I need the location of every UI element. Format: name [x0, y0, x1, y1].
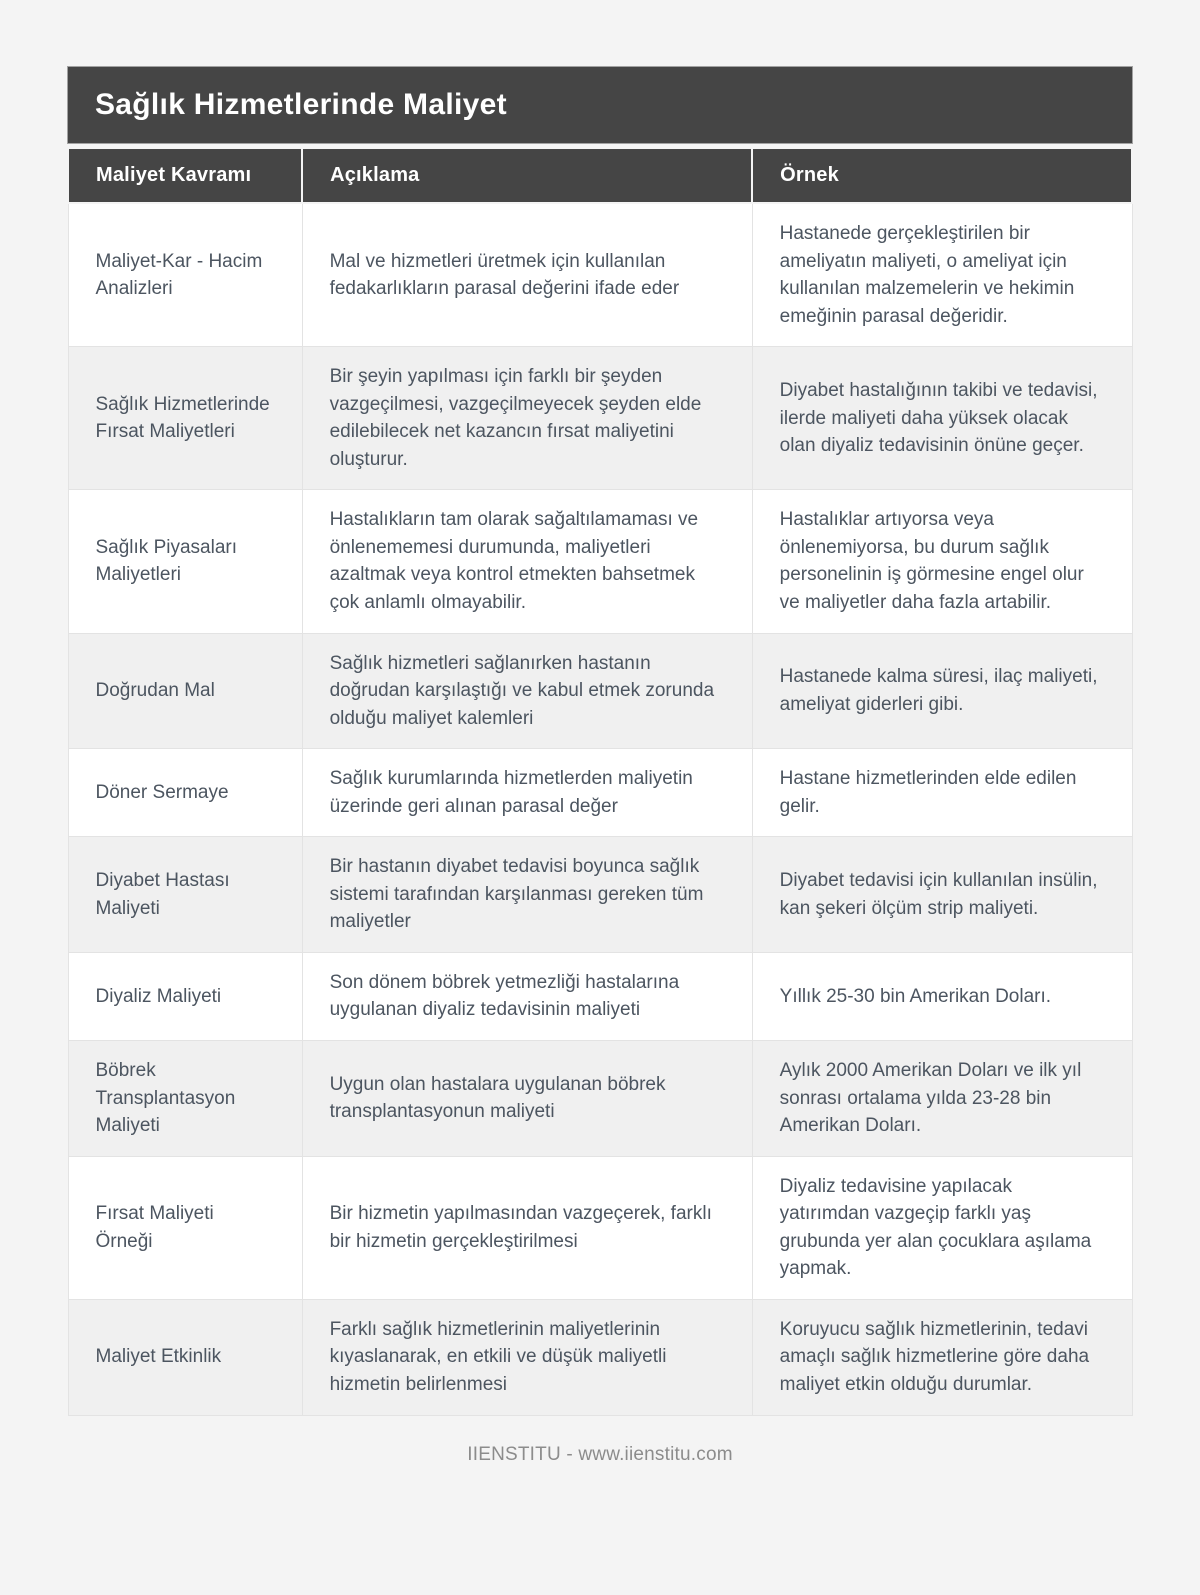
header-row — [68, 148, 1132, 203]
page-title: Sağlık Hizmetlerinde Maliyet — [95, 88, 507, 121]
concept-cell: Diyaliz Maliyeti — [68, 952, 302, 1040]
description-cell: Uygun olan hastalara uygulanan böbrek transplantasyonun maliyeti — [302, 1041, 752, 1157]
description-cell: Bir şeyin yapılması için farklı bir şeyden vazgeçilmesi, vazgeçilmeyecek şeyden elde edilebilecek net kazancın fırsat maliyetini oluşturur. — [302, 347, 752, 490]
example-cell: Yıllık 25-30 bin Amerikan Doları. — [752, 952, 1132, 1040]
col-header-description: Açıklama — [302, 148, 752, 203]
table-row — [68, 1041, 1132, 1157]
col-header-example: Örnek — [752, 148, 1132, 203]
table-title-bar — [67, 66, 1133, 144]
example-cell: Hastanede gerçekleştirilen bir ameliyatın maliyeti, o ameliyat için kullanılan malzemelerin ve hekimin emeğinin parasal değeridir. — [752, 203, 1132, 347]
table-row — [68, 749, 1132, 837]
description-cell: Farklı sağlık hizmetlerinin maliyetlerinin kıyaslanarak, en etkili ve düşük maliyetli hizmetin belirlenmesi — [302, 1299, 752, 1415]
concept-cell: Döner Sermaye — [68, 749, 302, 837]
concept-cell: Sağlık Hizmetlerinde Fırsat Maliyetleri — [68, 347, 302, 490]
table-row — [68, 1299, 1132, 1415]
example-cell: Diyabet tedavisi için kullanılan insülin, kan şekeri ölçüm strip maliyeti. — [752, 837, 1132, 953]
concept-cell: Sağlık Piyasaları Maliyetleri — [68, 490, 302, 633]
description-cell: Mal ve hizmetleri üretmek için kullanılan fedakarlıkların parasal değerini ifade eder — [302, 203, 752, 347]
concept-cell: Maliyet Etkinlik — [68, 1299, 302, 1415]
table-row — [68, 952, 1132, 1040]
description-cell: Sağlık kurumlarında hizmetlerden maliyetin üzerinde geri alınan parasal değer — [302, 749, 752, 837]
col-header-concept: Maliyet Kavramı — [68, 148, 302, 203]
table-row — [68, 1156, 1132, 1299]
example-cell: Koruyucu sağlık hizmetlerinin, tedavi amaçlı sağlık hizmetlerine göre daha maliyet etkin olduğu durumlar. — [752, 1299, 1132, 1415]
example-cell: Diyabet hastalığının takibi ve tedavisi, ilerde maliyeti daha yüksek olacak olan diyaliz tedavisinin önüne geçer. — [752, 347, 1132, 490]
concept-cell: Fırsat Maliyeti Örneği — [68, 1156, 302, 1299]
table-row — [68, 490, 1132, 633]
example-cell: Hastalıklar artıyorsa veya önlenemiyorsa, bu durum sağlık personelinin iş görmesine engel olur ve maliyetler daha fazla artabilir. — [752, 490, 1132, 633]
concept-cell: Maliyet-Kar - Hacim Analizleri — [68, 203, 302, 347]
description-cell: Son dönem böbrek yetmezliği hastalarına uygulanan diyaliz tedavisinin maliyeti — [302, 952, 752, 1040]
table-row — [68, 633, 1132, 749]
concept-cell: Diyabet Hastası Maliyeti — [68, 837, 302, 953]
cost-table — [67, 147, 1133, 1416]
concept-cell: Böbrek Transplantasyon Maliyeti — [68, 1041, 302, 1157]
table-row — [68, 203, 1132, 347]
description-cell: Hastalıkların tam olarak sağaltılamaması ve önlenememesi durumunda, maliyetleri azaltmak veya kontrol etmekten bahsetmek çok anlamlı olmayabilir. — [302, 490, 752, 633]
description-cell: Bir hizmetin yapılmasından vazgeçerek, farklı bir hizmetin gerçekleştirilmesi — [302, 1156, 752, 1299]
cost-table-card — [67, 66, 1133, 1416]
description-cell: Sağlık hizmetleri sağlanırken hastanın doğrudan karşılaştığı ve kabul etmek zorunda olduğu maliyet kalemleri — [302, 633, 752, 749]
example-cell: Diyaliz tedavisine yapılacak yatırımdan vazgeçip farklı yaş grubunda yer alan çocuklara aşılama yapmak. — [752, 1156, 1132, 1299]
concept-cell: Doğrudan Mal — [68, 633, 302, 749]
example-cell: Hastanede kalma süresi, ilaç maliyeti, ameliyat giderleri gibi. — [752, 633, 1132, 749]
table-row — [68, 837, 1132, 953]
table-row — [68, 347, 1132, 490]
example-cell: Aylık 2000 Amerikan Doları ve ilk yıl sonrası ortalama yılda 23-28 bin Amerikan Doları. — [752, 1041, 1132, 1157]
example-cell: Hastane hizmetlerinden elde edilen gelir. — [752, 749, 1132, 837]
footer-text: IIENSTITU - www.iienstitu.com — [467, 1443, 733, 1465]
description-cell: Bir hastanın diyabet tedavisi boyunca sağlık sistemi tarafından karşılanması gereken tüm maliyetler — [302, 837, 752, 953]
